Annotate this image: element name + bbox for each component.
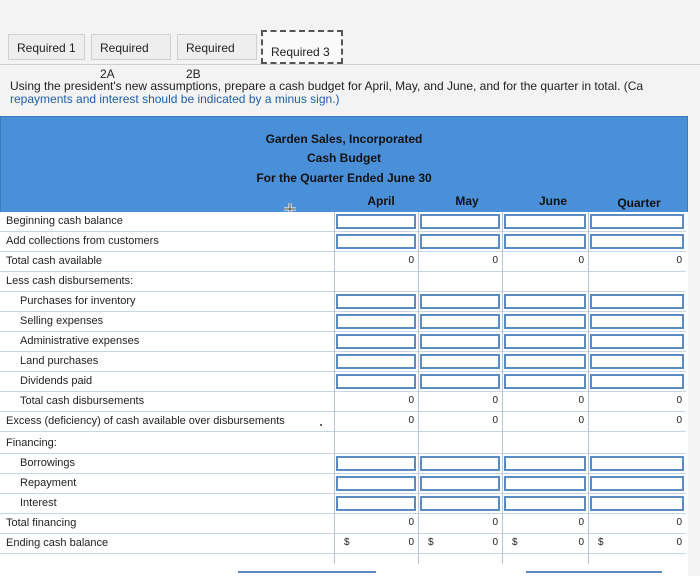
total-financing-value-may: 0	[492, 517, 498, 528]
row-label-admin: Administrative expenses	[20, 335, 140, 347]
row-dividends	[0, 372, 686, 392]
row-land	[0, 352, 686, 372]
tab-required-2a[interactable]: Required 2A	[91, 34, 171, 60]
currency-symbol: $	[512, 537, 518, 548]
selling-input-june[interactable]	[504, 314, 586, 329]
excess-value-may: 0	[492, 415, 498, 426]
total-cash-value-june: 0	[578, 255, 584, 266]
repayment-input-quarter[interactable]	[590, 476, 684, 491]
row-label-purchases: Purchases for inventory	[20, 295, 136, 307]
beginning-cash-input-april[interactable]	[336, 214, 416, 229]
row-label-total-cash: Total cash available	[6, 255, 103, 267]
total-financing-value-june: 0	[578, 517, 584, 528]
row-label-land: Land purchases	[20, 355, 99, 367]
column-may: May	[455, 194, 479, 208]
row-label-repayment: Repayment	[20, 477, 77, 489]
borrowings-input-april[interactable]	[336, 456, 416, 471]
excess-value-quarter: 0	[676, 415, 682, 426]
beginning-cash-input-quarter[interactable]	[590, 214, 684, 229]
row-label-financing: Financing:	[6, 437, 57, 449]
repayment-input-may[interactable]	[420, 476, 500, 491]
beginning-cash-input-june[interactable]	[504, 214, 586, 229]
dividends-input-june[interactable]	[504, 374, 586, 389]
beginning-cash-input-may[interactable]	[420, 214, 500, 229]
row-repayment	[0, 474, 686, 494]
column-april: April	[367, 194, 395, 208]
col-divider-may	[418, 212, 419, 564]
row-label-add-collections: Add collections from customers	[6, 235, 159, 247]
ending-cash-value-may: 0	[492, 537, 498, 548]
row-label-selling: Selling expenses	[20, 315, 104, 327]
row-label-interest: Interest	[20, 497, 57, 509]
excess-value-april: 0	[408, 415, 414, 426]
borrowings-input-may[interactable]	[420, 456, 500, 471]
cash-budget-sheet	[0, 116, 688, 576]
instructions-line-1: Using the president's new assumptions, prepare a cash budget for April, May, and June, and for the quarter in total. (Ca	[10, 80, 644, 93]
dividends-input-quarter[interactable]	[590, 374, 684, 389]
total-cash-value-april: 0	[408, 255, 414, 266]
row-label-ending-cash: Ending cash balance	[6, 537, 109, 549]
dividends-input-april[interactable]	[336, 374, 416, 389]
row-less-disbursements	[0, 272, 686, 292]
add-collections-input-june[interactable]	[504, 234, 586, 249]
row-interest	[0, 494, 686, 514]
purchases-input-quarter[interactable]	[590, 294, 684, 309]
interest-input-april[interactable]	[336, 496, 416, 511]
row-label-total-financing: Total financing	[6, 517, 77, 529]
ending-cash-value-june: 0	[578, 537, 584, 548]
excess-value-june: 0	[578, 415, 584, 426]
add-collections-input-april[interactable]	[336, 234, 416, 249]
col-divider-quarter	[588, 212, 589, 564]
tab-bar	[0, 30, 700, 81]
marker-dot	[320, 424, 322, 426]
row-label-total-disbursements: Total cash disbursements	[20, 395, 145, 407]
row-borrowings	[0, 454, 686, 474]
currency-symbol: $	[428, 537, 434, 548]
add-collections-input-may[interactable]	[420, 234, 500, 249]
row-excess	[0, 412, 686, 432]
row-admin	[0, 332, 686, 352]
col-divider-april	[334, 212, 335, 564]
currency-symbol: $	[344, 537, 350, 548]
tab-required-3[interactable]: Required 3	[261, 30, 343, 64]
company-name: Garden Sales, Incorporated	[265, 132, 423, 146]
selling-input-quarter[interactable]	[590, 314, 684, 329]
row-total-cash	[0, 252, 686, 272]
dividends-input-may[interactable]	[420, 374, 500, 389]
scroll-indicator-right	[526, 571, 662, 573]
tab-divider	[0, 64, 700, 65]
row-total-financing	[0, 514, 686, 534]
land-input-april[interactable]	[336, 354, 416, 369]
row-financing	[0, 434, 686, 454]
purchases-input-may[interactable]	[420, 294, 500, 309]
land-input-june[interactable]	[504, 354, 586, 369]
total-disbursements-value-june: 0	[578, 395, 584, 406]
currency-symbol: $	[598, 537, 604, 548]
row-label-excess: Excess (deficiency) of cash available over disbursements	[6, 415, 285, 427]
column-june: June	[538, 194, 567, 208]
total-financing-value-quarter: 0	[676, 517, 682, 528]
interest-input-quarter[interactable]	[590, 496, 684, 511]
borrowings-input-june[interactable]	[504, 456, 586, 471]
row-label-borrowings: Borrowings	[20, 457, 76, 469]
land-input-may[interactable]	[420, 354, 500, 369]
col-divider-june	[502, 212, 503, 564]
interest-input-june[interactable]	[504, 496, 586, 511]
row-add-collections	[0, 232, 686, 252]
land-input-quarter[interactable]	[590, 354, 684, 369]
total-disbursements-value-april: 0	[408, 395, 414, 406]
header-band	[0, 116, 688, 192]
scroll-indicator-left	[238, 571, 376, 573]
row-total-disbursements	[0, 392, 686, 412]
total-disbursements-value-may: 0	[492, 395, 498, 406]
ending-cash-value-april: 0	[408, 537, 414, 548]
admin-input-april[interactable]	[336, 334, 416, 349]
row-label-less-disbursements: Less cash disbursements:	[6, 275, 134, 287]
repayment-input-june[interactable]	[504, 476, 586, 491]
purchases-input-april[interactable]	[336, 294, 416, 309]
selling-input-april[interactable]	[336, 314, 416, 329]
purchases-input-june[interactable]	[504, 294, 586, 309]
repayment-input-april[interactable]	[336, 476, 416, 491]
tab-required-2b[interactable]: Required 2B	[177, 34, 257, 60]
admin-input-june[interactable]	[504, 334, 586, 349]
add-collections-input-quarter[interactable]	[590, 234, 684, 249]
ending-cash-value-quarter: 0	[676, 537, 682, 548]
tab-required-1[interactable]: Required 1	[8, 34, 85, 60]
column-header-band	[0, 190, 688, 212]
row-label-beginning-cash: Beginning cash balance	[6, 215, 123, 227]
total-financing-value-april: 0	[408, 517, 414, 528]
statement-title: Cash Budget	[306, 151, 381, 165]
total-disbursements-value-quarter: 0	[676, 395, 682, 406]
admin-input-quarter[interactable]	[590, 334, 684, 349]
instructions-line-2: repayments and interest should be indicated by a minus sign.)	[10, 92, 340, 106]
instructions	[10, 80, 700, 106]
row-purchases	[0, 292, 686, 312]
row-selling	[0, 312, 686, 332]
row-ending-cash	[0, 534, 686, 554]
column-quarter: Quarter	[617, 196, 661, 210]
row-beginning-cash	[0, 212, 686, 232]
borrowings-input-quarter[interactable]	[590, 456, 684, 471]
statement-period: For the Quarter Ended June 30	[256, 171, 432, 185]
total-cash-value-quarter: 0	[676, 255, 682, 266]
row-label-dividends: Dividends paid	[20, 375, 93, 387]
selling-input-may[interactable]	[420, 314, 500, 329]
interest-input-may[interactable]	[420, 496, 500, 511]
admin-input-may[interactable]	[420, 334, 500, 349]
total-cash-value-may: 0	[492, 255, 498, 266]
